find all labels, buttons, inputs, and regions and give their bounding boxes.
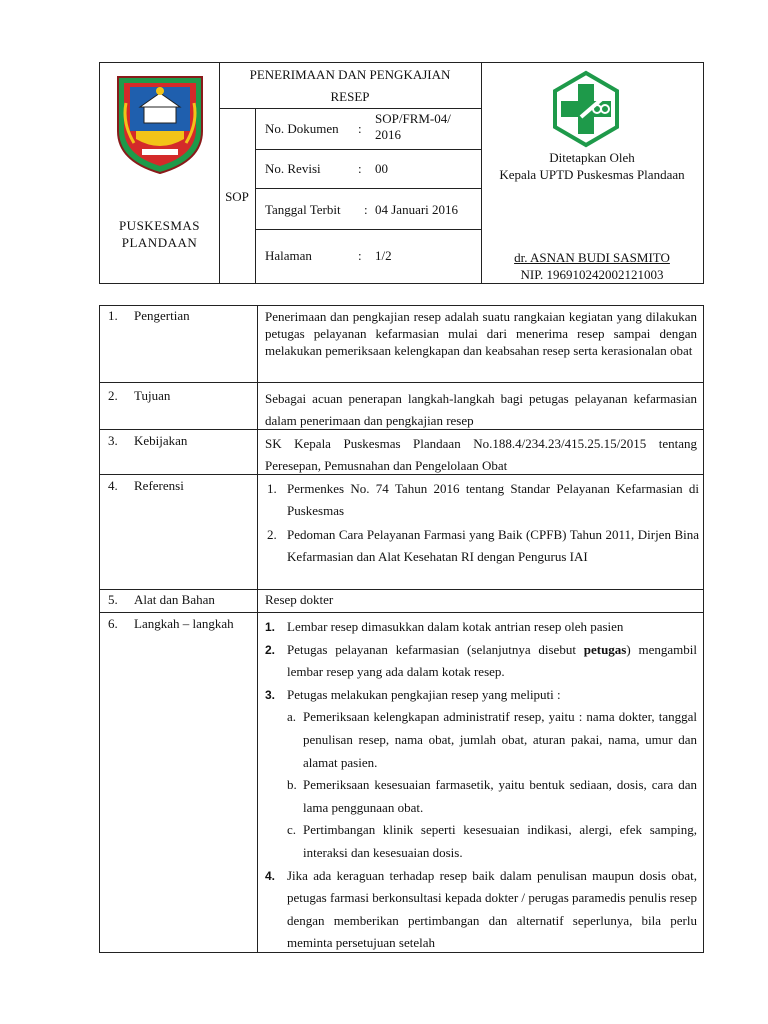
- section-number: 2.: [108, 388, 118, 403]
- step-item: [265, 639, 697, 684]
- title-line: RESEP: [330, 89, 370, 104]
- section-label: Kebijakan: [134, 433, 188, 448]
- section-text: Penerimaan dan pengkajian resep adalah suatu rangkaian kegiatan yang dilakukan petugas pelayanan kefarmasian mulai dari menerima resep sampai dengan melakukan pemeriksaan kelengkapan dan keabsahan resep serta kerasionalan obat: [265, 309, 697, 358]
- step-item: [265, 865, 697, 955]
- document-title: [219, 64, 481, 108]
- regional-emblem-icon: [114, 73, 206, 175]
- sub-step-marker: b.: [287, 777, 297, 793]
- section-label: Alat dan Bahan: [134, 592, 215, 607]
- section-number: 3.: [108, 433, 118, 448]
- step-text: Jika ada keraguan terhadap resep baik dalam penulisan maupun dosis obat, petugas farmasi berkonsultasi kepada dokter / perugas paramedis penulis resep dengan memberikan pertimbangan dan alternatif seperlunya, bila perlu meminta persetujuan setelah: [287, 867, 697, 951]
- organization-line: PUSKESMAS: [118, 218, 201, 233]
- organization-line: PLANDAAN: [121, 235, 198, 250]
- field-label-page: Halaman: [265, 248, 312, 263]
- list-marker: 1.: [267, 481, 277, 496]
- section-label: Referensi: [134, 478, 184, 493]
- puskesmas-cross-icon: [547, 70, 625, 148]
- field-label-issue-date: Tanggal Terbit: [265, 202, 341, 217]
- list-item-text: Pedoman Cara Pelayanan Farmasi yang Baik (CPFB) Tahun 2011, Dirjen Bina Kefarmasian dan Alat Kesehatan RI dengan Pengurus IAI: [287, 527, 699, 564]
- section-label: Tujuan: [134, 388, 171, 403]
- section-row-referensi: [100, 474, 703, 589]
- signatory-nip: NIP. 196910242002121003: [520, 267, 664, 282]
- field-label-revision: No. Revisi: [265, 161, 321, 176]
- step-text: ) mengambil lembar resep yang ada dalam kotak resep.: [287, 641, 697, 680]
- sub-step-item: [287, 819, 697, 864]
- field-value-line: SOP/FRM-04/: [375, 111, 451, 126]
- signatory-name: dr. ASNAN BUDI SASMITO: [514, 250, 670, 265]
- sop-content-table: [99, 305, 704, 953]
- header-divider: [255, 149, 481, 150]
- section-row-pengertian: [100, 306, 703, 382]
- title-line: PENERIMAAN DAN PENGKAJIAN: [249, 67, 451, 82]
- section-number: 4.: [108, 478, 118, 493]
- list-item: [267, 478, 699, 522]
- header-divider: [255, 229, 481, 230]
- step-marker: 1.: [265, 620, 276, 634]
- step-text-bold: petugas: [583, 641, 627, 657]
- section-row-kebijakan: [100, 429, 703, 474]
- step-marker: 4.: [265, 868, 276, 883]
- header-divider: [219, 108, 481, 109]
- step-marker: 3.: [265, 687, 276, 702]
- sop-label: SOP: [225, 189, 249, 204]
- step-marker: 2.: [265, 642, 276, 657]
- field-value-revision: 00: [375, 161, 388, 176]
- section-text: SK Kepala Puskesmas Plandaan No.188.4/234.23/415.25.15/2015 tentang Peresepan, Pemusnahan dan Pengelolaan Obat: [265, 436, 697, 473]
- section-text: Sebagai acuan penerapan langkah-langkah bagi petugas pelayanan kefarmasian dalam penerimaan dan pengkajian resep: [265, 391, 697, 428]
- field-separator: :: [364, 202, 368, 217]
- sub-step-marker: c.: [287, 822, 297, 838]
- sub-step-marker: a.: [287, 709, 297, 725]
- steps-list: [265, 616, 697, 955]
- header-divider: [255, 188, 481, 189]
- section-label: Langkah – langkah: [134, 616, 234, 631]
- field-value-document-number: [375, 111, 451, 143]
- approval-block: [481, 149, 703, 183]
- section-number: 1.: [108, 308, 118, 323]
- field-label-document-number: No. Dokumen: [265, 121, 339, 136]
- section-label: Pengertian: [134, 308, 190, 323]
- header-table: [99, 62, 704, 284]
- field-value-page: 1/2: [375, 248, 392, 263]
- field-separator: :: [358, 161, 362, 176]
- sub-step-item: [287, 774, 697, 819]
- section-row-alat-bahan: [100, 589, 703, 612]
- section-number: 6.: [108, 616, 118, 631]
- approval-line: Ditetapkan Oleh: [549, 150, 635, 165]
- section-row-langkah: [100, 612, 703, 952]
- step-item: [265, 616, 697, 639]
- list-item-text: Permenkes No. 74 Tahun 2016 tentang Standar Pelayanan Kefarmasian di Puskesmas: [287, 481, 699, 518]
- field-value-line: 2016: [375, 127, 401, 142]
- step-item: [265, 684, 697, 865]
- header-divider: [255, 108, 256, 283]
- sub-step-item: [287, 706, 697, 774]
- step-text: Petugas melakukan pengkajian resep yang meliputi :: [287, 686, 561, 702]
- step-text: Lembar resep dimasukkan dalam kotak antrian resep oleh pasien: [287, 619, 624, 634]
- section-text: Resep dokter: [265, 592, 334, 607]
- field-value-issue-date: 04 Januari 2016: [375, 202, 459, 217]
- sub-step-text: Pemeriksaan kelengkapan administratif resep, yaitu : nama dokter, tanggal penulisan resep, nama obat, jumlah obat, aturan pakai, nama, umur dan alamat pasien.: [303, 709, 697, 770]
- list-item: [267, 524, 699, 568]
- field-separator: :: [358, 248, 362, 263]
- field-separator: :: [358, 121, 362, 136]
- organization-name: [100, 217, 219, 251]
- sub-step-text: Pertimbangan klinik seperti kesesuaian indikasi, alergi, efek samping, interaksi dan kesesuaian dosis.: [303, 822, 697, 860]
- section-row-tujuan: [100, 382, 703, 429]
- step-text: Petugas pelayanan kefarmasian (selanjutnya disebut: [287, 641, 584, 657]
- approval-line: Kepala UPTD Puskesmas Plandaan: [499, 167, 685, 182]
- list-marker: 2.: [267, 527, 277, 542]
- section-number: 5.: [108, 592, 118, 607]
- reference-list: [267, 478, 699, 568]
- sub-step-text: Pemeriksaan kesesuaian farmasetik, yaitu bentuk sediaan, dosis, cara dan lama penggunaan obat.: [303, 777, 697, 815]
